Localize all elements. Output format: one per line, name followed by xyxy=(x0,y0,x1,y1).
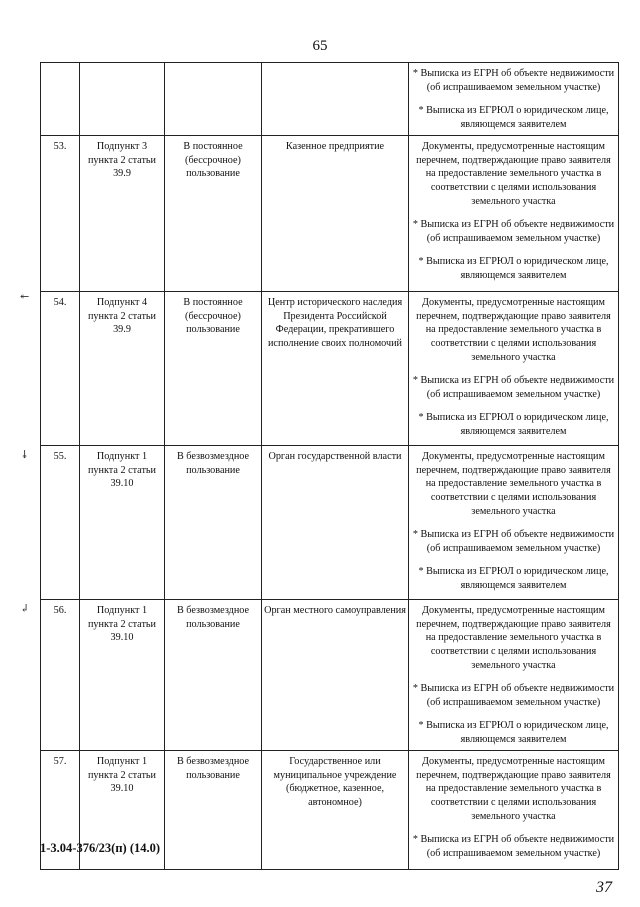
cell-documents xyxy=(409,292,619,446)
doc-item: * Выписка из ЕГРЮЛ о юридическом лице, являющемся заявителем xyxy=(418,105,609,130)
cell-basis: Подпункт 3 пункта 2 статьи 39.9 xyxy=(80,136,165,292)
margin-mark: ↞ xyxy=(20,291,30,303)
table-row xyxy=(41,292,619,446)
doc-item: Документы, предусмотренные настоящим перечнем, подтверждающие право заявителя на предоставление земельного участка в соответствии с целями использования земельного участка xyxy=(416,141,611,207)
doc-item: * Выписка из ЕГРН об объекте недвижимости (об испрашиваемом земельном участке) xyxy=(412,529,615,554)
cell-number: 56. xyxy=(41,600,80,751)
table-body xyxy=(41,63,619,870)
cell-applicant: Орган местного самоуправления xyxy=(262,600,409,751)
cell-applicant xyxy=(262,63,409,136)
doc-item: * Выписка из ЕГРН об объекте недвижимости (об испрашиваемом земельном участке) xyxy=(412,375,615,400)
doc-item: * Выписка из ЕГРЮЛ о юридическом лице, являющемся заявителем xyxy=(418,720,609,745)
cell-number: 54. xyxy=(41,292,80,446)
cell-basis: Подпункт 1 пункта 2 статьи 39.10 xyxy=(80,600,165,751)
cell-documents xyxy=(409,600,619,751)
doc-item: * Выписка из ЕГРН об объекте недвижимости (об испрашиваемом земельном участке) xyxy=(412,834,615,859)
cell-documents xyxy=(409,751,619,870)
cell-documents xyxy=(409,63,619,136)
cell-basis: Подпункт 4 пункта 2 статьи 39.9 xyxy=(80,292,165,446)
table-row xyxy=(41,600,619,751)
cell-documents xyxy=(409,136,619,292)
cell-number: 53. xyxy=(41,136,80,292)
doc-item: * Выписка из ЕГРН об объекте недвижимости (об испрашиваемом земельном участке) xyxy=(412,683,615,708)
table-row xyxy=(41,446,619,600)
cell-right: В безвозмездное пользование xyxy=(165,751,262,870)
table-row-continuation xyxy=(41,63,619,136)
cell-right: В безвозмездное пользование xyxy=(165,446,262,600)
sheet-mark: 37 xyxy=(596,879,612,896)
margin-mark: ↲ xyxy=(20,603,30,615)
cell-applicant: Центр исторического наследия Президента Российской Федерации, прекратившего исполнение своих полномочий xyxy=(262,292,409,446)
cell-basis: Подпункт 1 пункта 2 статьи 39.10 xyxy=(80,751,165,870)
doc-item: * Выписка из ЕГРЮЛ о юридическом лице, являющемся заявителем xyxy=(418,256,609,281)
doc-item: Документы, предусмотренные настоящим перечнем, подтверждающие право заявителя на предоставление земельного участка в соответствии с целями использования земельного участка xyxy=(416,605,611,671)
cell-applicant: Государственное или муниципальное учреждение (бюджетное, казенное, автономное) xyxy=(262,751,409,870)
cell-applicant: Орган государственной власти xyxy=(262,446,409,600)
doc-item: * Выписка из ЕГРЮЛ о юридическом лице, являющемся заявителем xyxy=(418,412,609,437)
margin-mark: ↡ xyxy=(20,449,30,461)
cell-basis: Подпункт 1 пункта 2 статьи 39.10 xyxy=(80,446,165,600)
cell-applicant: Казенное предприятие xyxy=(262,136,409,292)
doc-item: * Выписка из ЕГРЮЛ о юридическом лице, являющемся заявителем xyxy=(418,566,609,591)
document-code: 1-3.04-376/23(п) (14.0) xyxy=(40,841,161,855)
cell-number: 55. xyxy=(41,446,80,600)
doc-item: Документы, предусмотренные настоящим перечнем, подтверждающие право заявителя на предоставление земельного участка в соответствии с целями использования земельного участка xyxy=(416,297,611,363)
cell-number: 57. xyxy=(41,751,80,870)
cell-right: В безвозмездное пользование xyxy=(165,600,262,751)
cell-number xyxy=(41,63,80,136)
table-row xyxy=(41,136,619,292)
cell-right: В постоянное (бессрочное) пользование xyxy=(165,136,262,292)
cell-right xyxy=(165,63,262,136)
cell-right: В постоянное (бессрочное) пользование xyxy=(165,292,262,446)
doc-item: * Выписка из ЕГРН об объекте недвижимости (об испрашиваемом земельном участке) xyxy=(412,68,615,93)
documents-table xyxy=(40,62,619,870)
page-number: 65 xyxy=(312,38,328,54)
doc-item: * Выписка из ЕГРН об объекте недвижимости (об испрашиваемом земельном участке) xyxy=(412,219,615,244)
cell-documents xyxy=(409,446,619,600)
cell-basis xyxy=(80,63,165,136)
doc-item: Документы, предусмотренные настоящим перечнем, подтверждающие право заявителя на предоставление земельного участка в соответствии с целями использования земельного участка xyxy=(416,756,611,822)
doc-item: Документы, предусмотренные настоящим перечнем, подтверждающие право заявителя на предоставление земельного участка в соответствии с целями использования земельного участка xyxy=(416,451,611,517)
